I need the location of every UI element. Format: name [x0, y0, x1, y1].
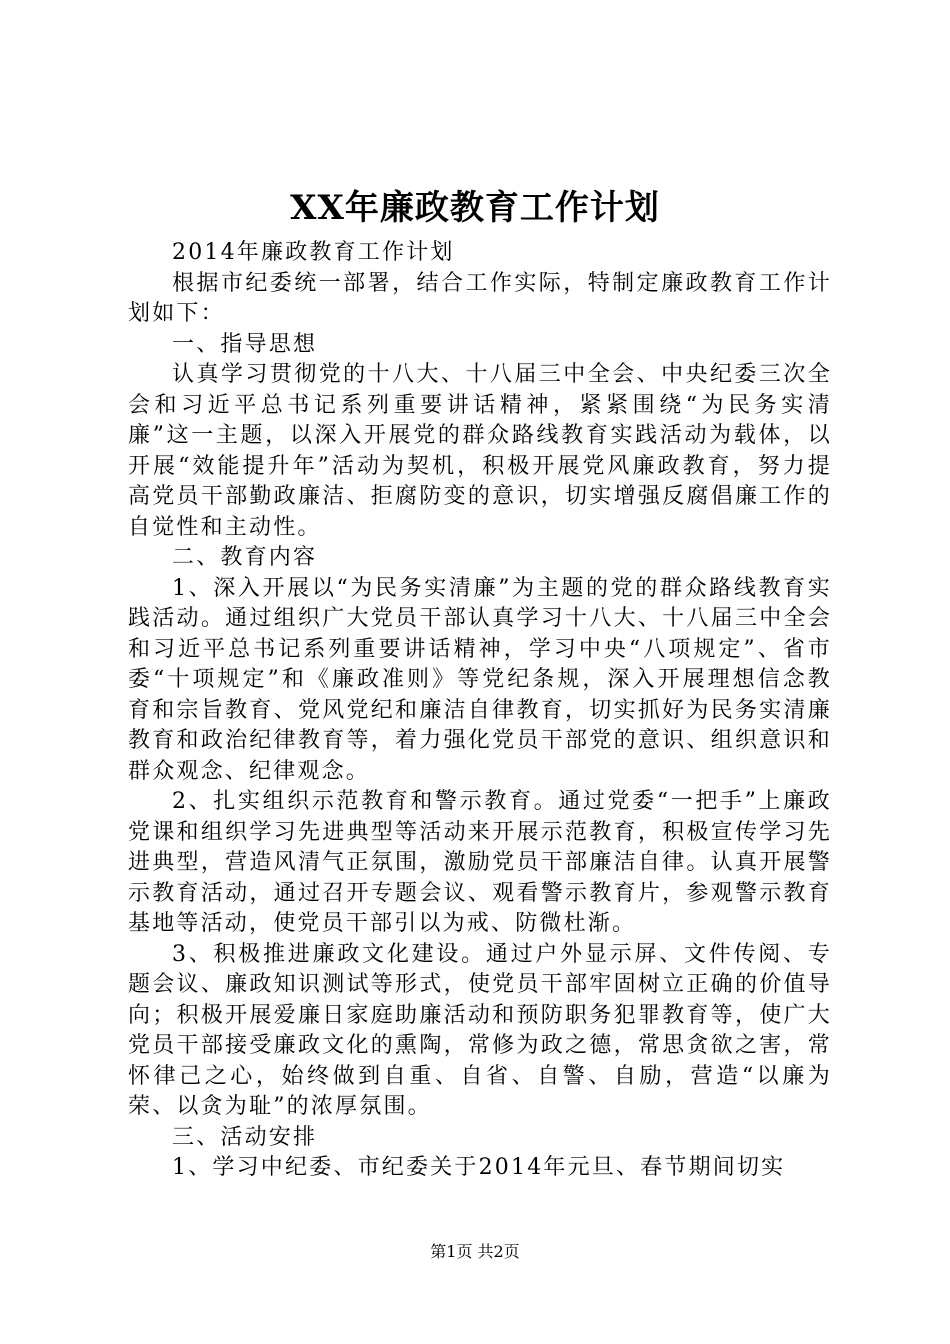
- document-body: [128, 238, 832, 1184]
- page-footer: 第1页 共2页: [430, 1242, 520, 1261]
- section-heading-education-content: 二、教育内容: [172, 545, 318, 570]
- intro-paragraph: 根据市纪委统一部署，结合工作实际，特制定廉政教育工作计划如下：: [128, 270, 832, 326]
- content-item-3: 3、积极推进廉政文化建设。通过户外显示屏、文件传阅、专题会议、廉政知识测试等形式，使党员干部牢固树立正确的价值导向；积极开展爱廉日家庭助廉活动和预防职务犯罪教育等，使广大党员干部接受廉政文化的熏陶，常修为政之德，常思贪欲之害，常怀律己之心，始终做到自重、自省、自警、自励，营造“以廉为荣、以贪为耻”的浓厚氛围。: [128, 941, 832, 1119]
- activity-item-1: 1、学习中纪委、市纪委关于2014年元旦、春节期间切实: [172, 1155, 786, 1180]
- content-item-2: 2、扎实组织示范教育和警示教育。通过党委“一把手”上廉政党课和组织学习先进典型等活动来开展示范教育，积极宣传学习先进典型，营造风清气正氛围，激励党员干部廉洁自律。认真开展警示教育活动，通过召开专题会议、观看警示教育片，参观警示教育基地等活动，使党员干部引以为戒、防微杜渐。: [128, 789, 832, 936]
- subtitle-paragraph: 2014年廉政教育工作计划: [172, 240, 455, 265]
- guiding-thought-paragraph: 认真学习贯彻党的十八大、十八届三中全会、中央纪委三次全会和习近平总书记系列重要讲话精神，紧紧围绕“为民务实清廉”这一主题，以深入开展党的群众路线教育实践活动为载体，以开展“效能提升年”活动为契机，积极开展党风廉政教育，努力提高党员干部勤政廉洁、拒腐防变的意识，切实增强反腐倡廉工作的自觉性和主动性。: [128, 362, 832, 540]
- section-heading-activity-arrangement: 三、活动安排: [172, 1124, 318, 1150]
- document-title: XX年廉政教育工作计划: [290, 188, 660, 228]
- content-item-1: 1、深入开展以“为民务实清廉”为主题的党的群众路线教育实践活动。通过组织广大党员干部认真学习十八大、十八届三中全会和习近平总书记系列重要讲话精神，学习中央“八项规定”、省市委“十项规定”和《廉政准则》等党纪条规，深入开展理想信念教育和宗旨教育、党风党纪和廉洁自律教育，切实抓好为民务实清廉教育和政治纪律教育等，着力强化党员干部党的意识、组织意识和群众观念、纪律观念。: [128, 575, 832, 784]
- section-heading-guiding-thought: 一、指导思想: [172, 331, 318, 357]
